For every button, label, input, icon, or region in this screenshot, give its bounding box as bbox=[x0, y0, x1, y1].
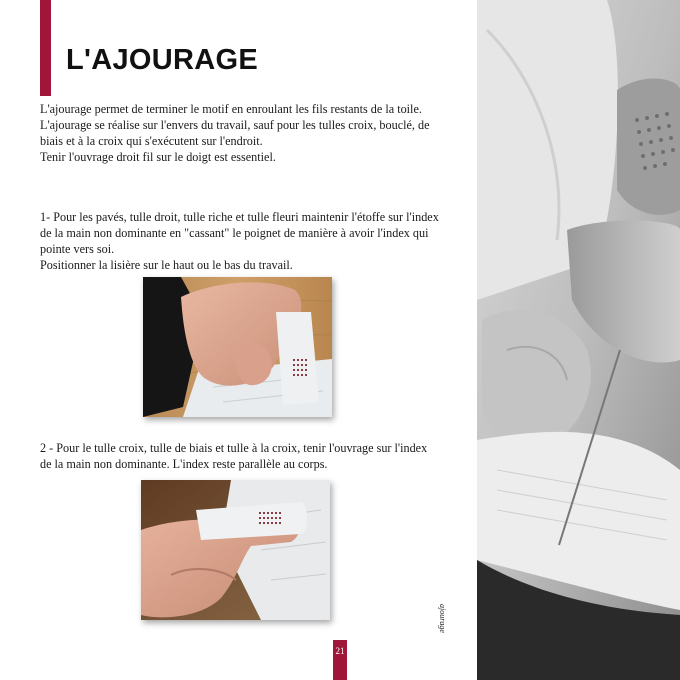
photo-hand-index-parallel bbox=[141, 480, 330, 620]
photo-hand-illustration-1 bbox=[143, 277, 332, 417]
step-2 bbox=[40, 440, 440, 472]
step-1-extra: Positionner la lisière sur le haut ou le bas du travail. bbox=[40, 258, 293, 272]
intro-paragraph-1: L'ajourage permet de terminer le motif en enroulant les fils restants de la toile. bbox=[40, 102, 422, 116]
page-number-tab bbox=[333, 640, 347, 680]
side-photo-thimble-needle bbox=[477, 0, 680, 680]
intro-text bbox=[40, 101, 450, 165]
intro-paragraph-2: L'ajourage se réalise sur l'envers du travail, sauf pour les tulles croix, bouclé, de biais et à la croix qui s'exécutent sur l'endroit. bbox=[40, 118, 430, 148]
step-1-text: 1- Pour les pavés, tulle droit, tulle riche et tulle fleuri maintenir l'étoffe sur l'index de la main non dominante en "cassant" le poignet de manière à avoir l'index qui pointe vers soi. bbox=[40, 210, 439, 256]
step-1 bbox=[40, 209, 440, 273]
page-title: L'AJOURAGE bbox=[66, 44, 258, 76]
page-number: 21 bbox=[335, 646, 345, 656]
title-accent-bar bbox=[40, 0, 51, 96]
side-photo-illustration bbox=[477, 0, 680, 680]
step-2-text: 2 - Pour le tulle croix, tulle de biais et tulle à la croix, tenir l'ouvrage sur l'index de la main non dominante. L'index reste parallèle au corps. bbox=[40, 441, 428, 471]
photo-hand-illustration-2 bbox=[141, 480, 330, 620]
side-chapter-label: ajourage bbox=[438, 604, 447, 633]
photo-hand-index-pointing bbox=[143, 277, 332, 417]
intro-paragraph-3: Tenir l'ouvrage droit fil sur le doigt est essentiel. bbox=[40, 150, 276, 164]
